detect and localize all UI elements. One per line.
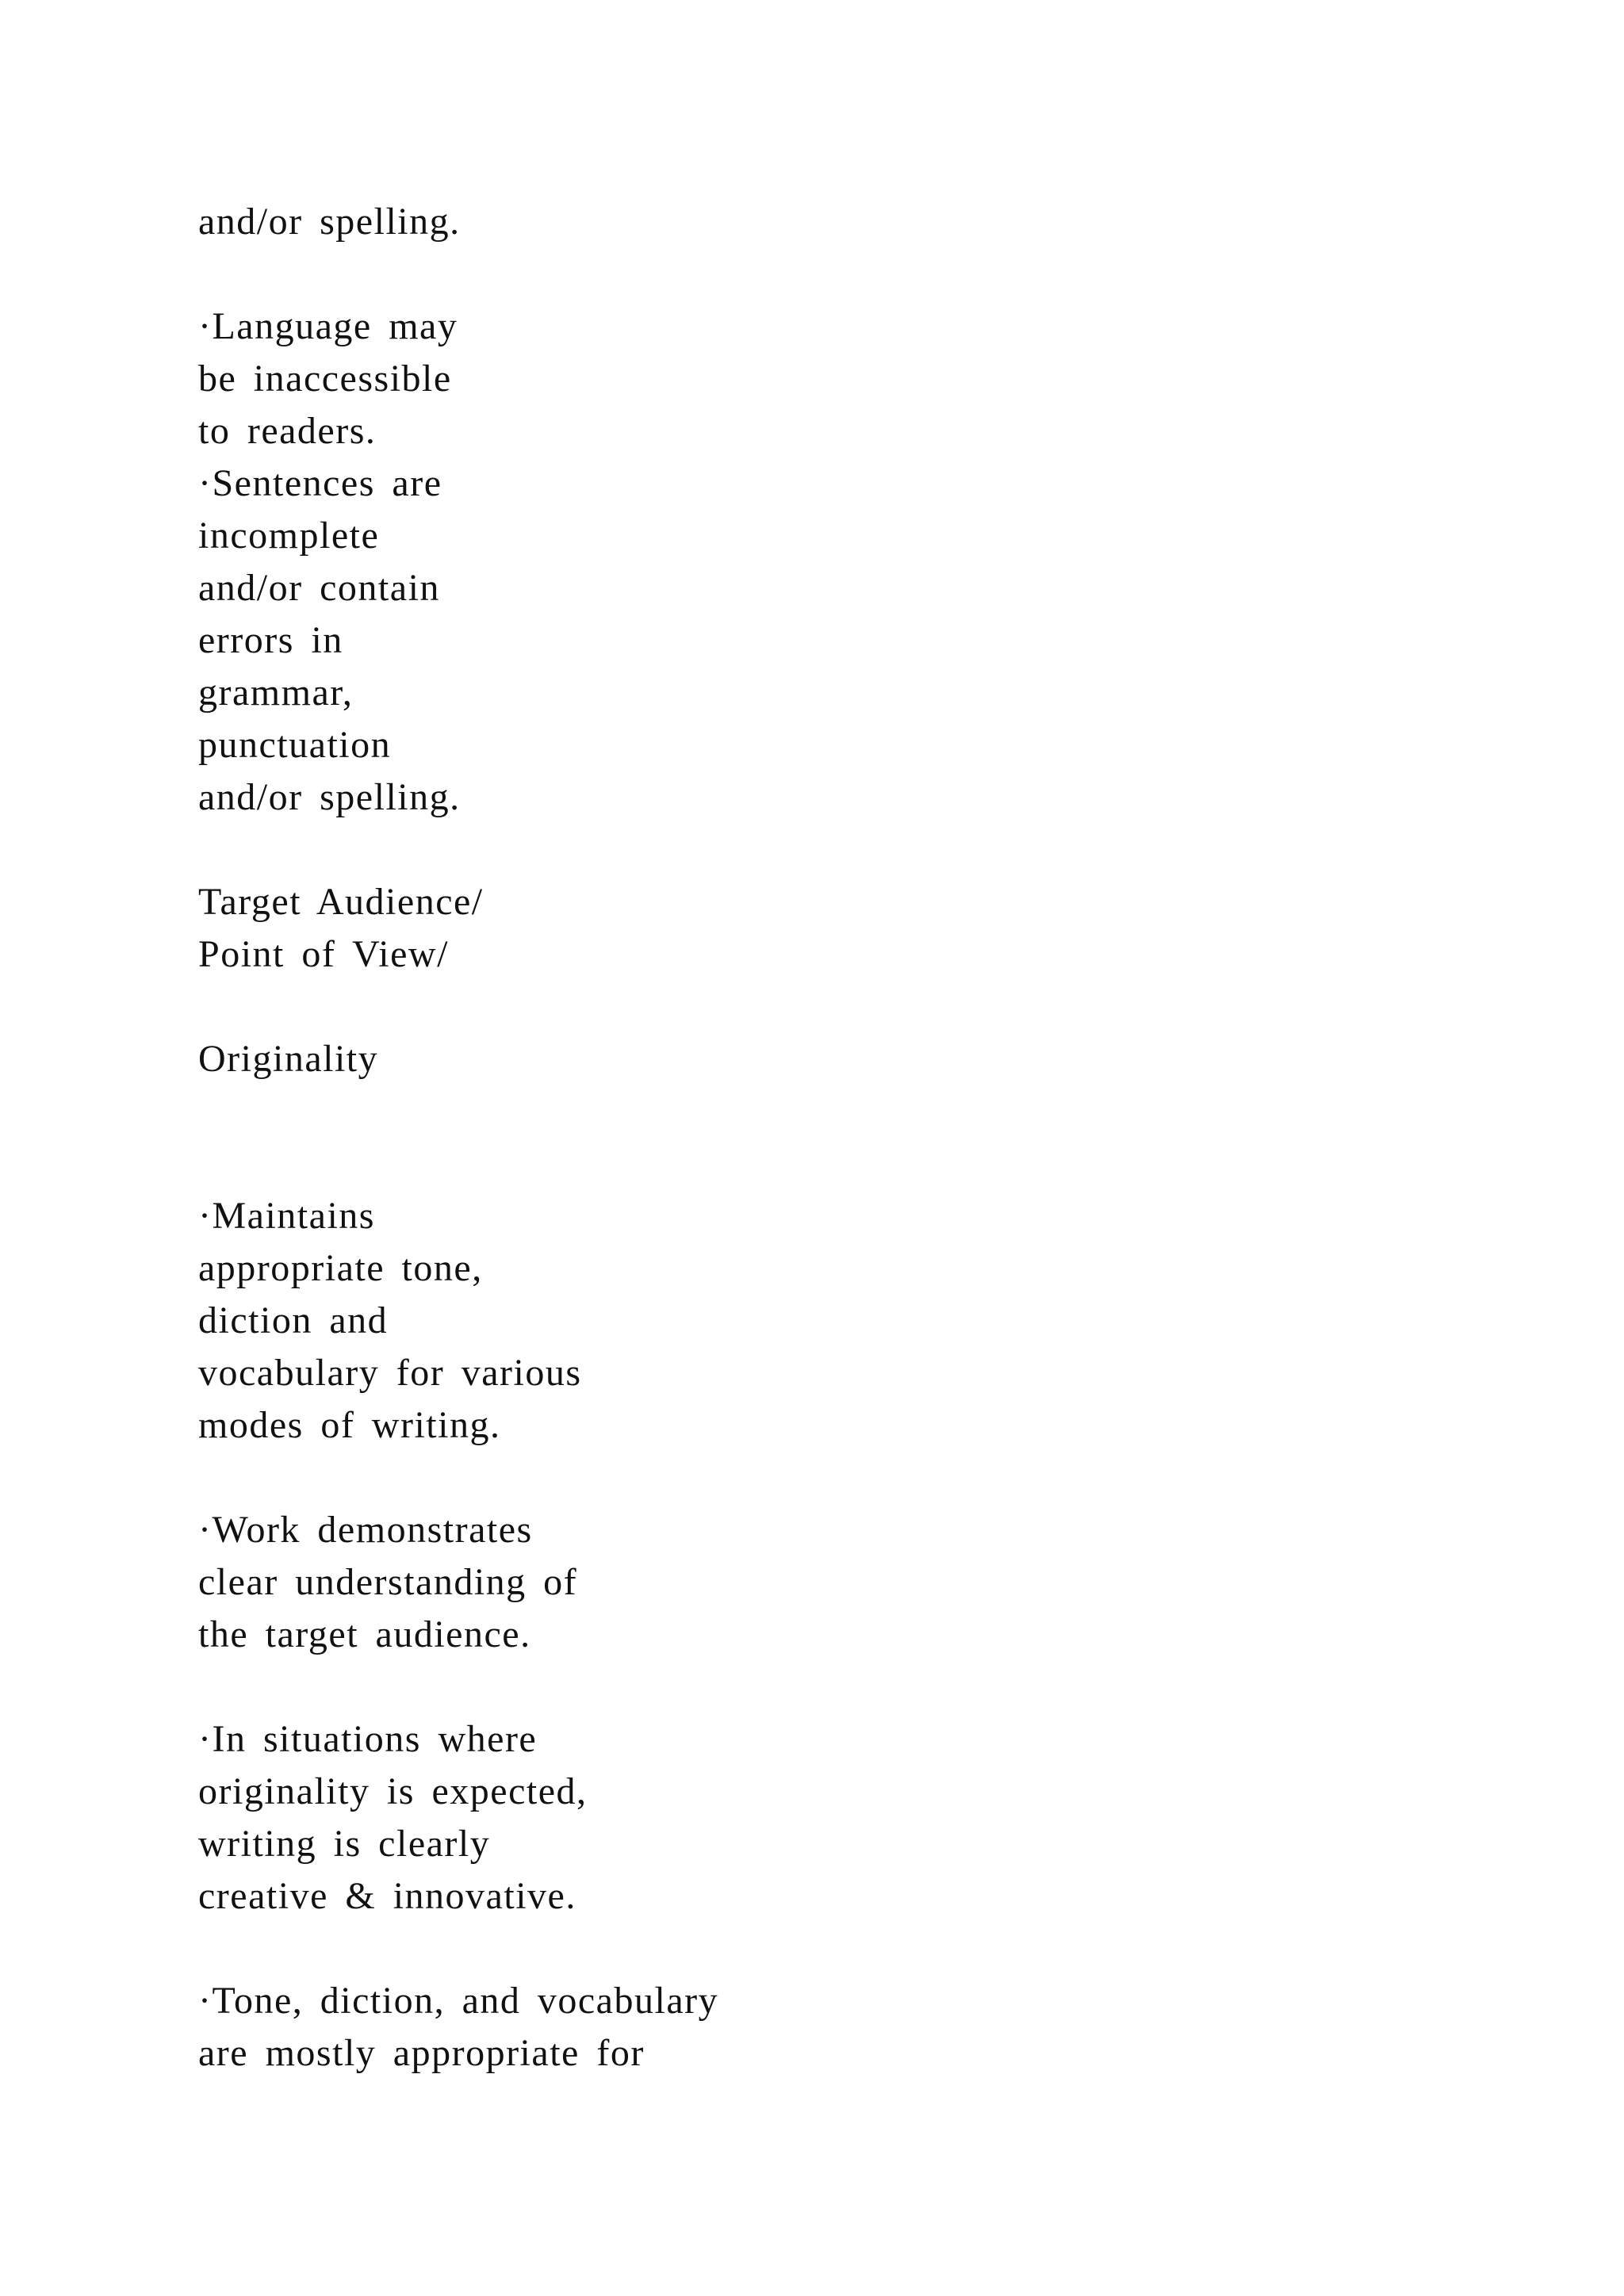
text-line: and/or spelling. bbox=[198, 201, 461, 243]
text-line: writing is clearly bbox=[198, 1823, 491, 1865]
text-line: incomplete bbox=[198, 515, 380, 557]
section-heading: Originality bbox=[198, 1038, 379, 1080]
text-line: punctuation bbox=[198, 724, 392, 766]
text-line: clear understanding of bbox=[198, 1561, 578, 1603]
text-line: ·Tone, diction, and vocabulary bbox=[198, 1980, 719, 2022]
text-line: to readers. bbox=[198, 410, 377, 452]
text-line: the target audience. bbox=[198, 1613, 531, 1655]
text-line: appropriate tone, bbox=[198, 1247, 483, 1289]
text-line: be inaccessible bbox=[198, 358, 452, 400]
text-line: ·Sentences are bbox=[198, 462, 442, 504]
section-heading: Target Audience/ bbox=[198, 881, 484, 923]
text-line: creative & innovative. bbox=[198, 1875, 576, 1917]
text-line: modes of writing. bbox=[198, 1404, 501, 1446]
text-line: diction and bbox=[198, 1299, 389, 1341]
text-line: and/or contain bbox=[198, 567, 440, 609]
text-line: ·In situations where bbox=[198, 1718, 538, 1760]
text-line: and/or spelling. bbox=[198, 776, 461, 818]
text-line: grammar, bbox=[198, 672, 354, 714]
text-line: ·Work demonstrates bbox=[198, 1509, 533, 1551]
text-line: errors in bbox=[198, 619, 343, 661]
section-heading: Point of View/ bbox=[198, 933, 449, 975]
text-line: originality is expected, bbox=[198, 1770, 588, 1812]
text-line: are mostly appropriate for bbox=[198, 2032, 645, 2074]
text-line: ·Maintains bbox=[198, 1195, 375, 1237]
text-line: vocabulary for various bbox=[198, 1352, 582, 1394]
text-line: ·Language may bbox=[198, 305, 458, 347]
